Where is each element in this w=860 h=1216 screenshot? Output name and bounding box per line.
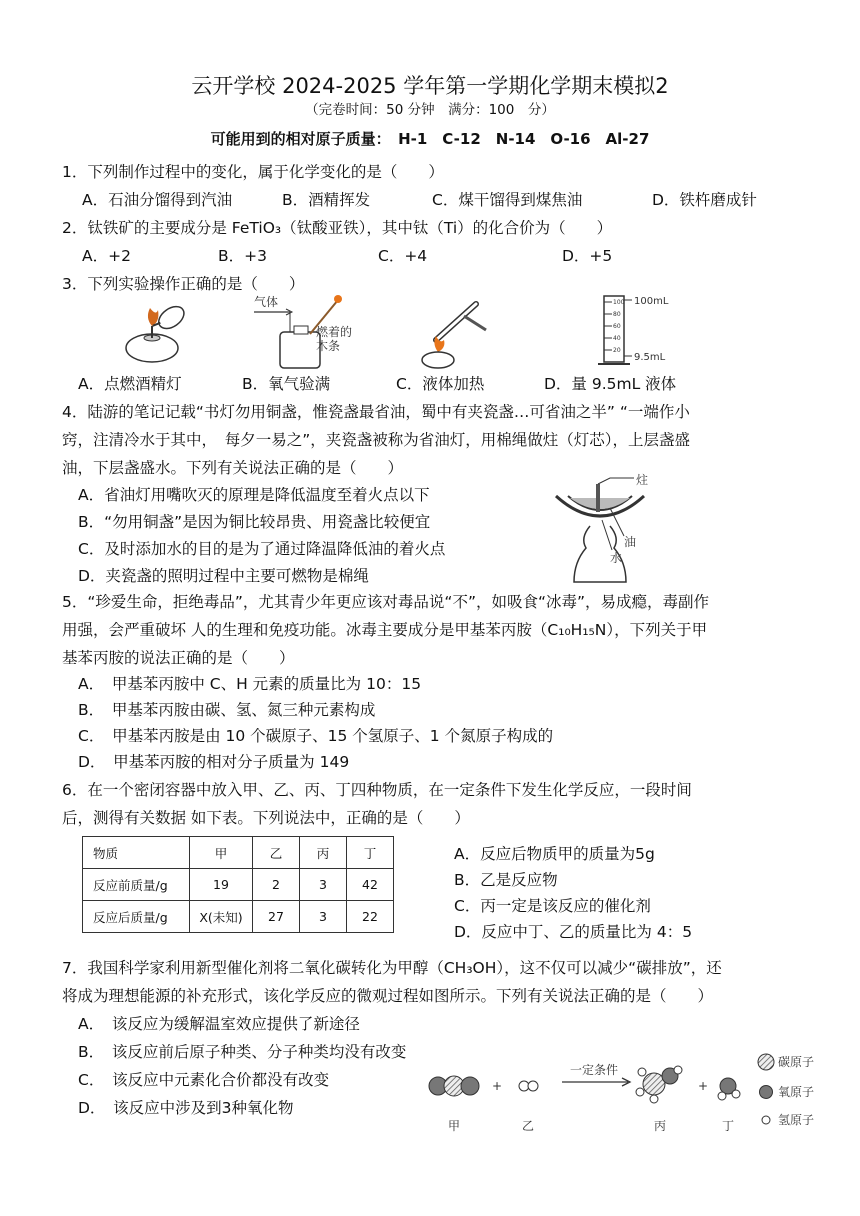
- molecule-ch3oh: [636, 1066, 682, 1103]
- table-row: [83, 869, 394, 901]
- atomic-masses: 可能用到的相对原子质量： H-1 C-12 N-14 O-16 Al-27: [210, 130, 650, 148]
- q4-stem-line3: 油，下层盏盛水。下列有关说法正确的是（ ）: [62, 459, 404, 477]
- legend-carbon: 碳原子: [778, 1055, 815, 1069]
- oxygen-test-figure: [250, 292, 360, 370]
- label-stick: 木条: [316, 339, 341, 353]
- q3-option-b: B．氧气验满: [242, 375, 331, 393]
- q4-option-d: D．夹瓷盏的照明过程中主要可燃物是棉绳: [78, 567, 369, 585]
- q4-option-a: A．省油灯用嘴吹灭的原理是降低温度至着火点以下: [78, 486, 430, 504]
- q5-stem-line2: 用强，会严重破坏 人的生理和免疫功能。冰毒主要成分是甲基苯丙胺（C₁₀H₁₅N），下列关于甲: [62, 621, 708, 639]
- label-yi: 乙: [522, 1119, 535, 1133]
- label-100ml: 100mL: [634, 296, 669, 307]
- table-row: [83, 901, 394, 933]
- plus-sign-2: +: [698, 1079, 709, 1093]
- q5-option-d: D． 甲基苯丙胺的相对分子质量为 149: [78, 753, 350, 771]
- q4-option-c: C．及时添加水的目的是为了通过降温降低油的着火点: [78, 540, 446, 558]
- q5-stem-line3: 基苯丙胺的说法正确的是（ ）: [62, 649, 295, 667]
- q5-option-c: C． 甲基苯丙胺是由 10 个碳原子、15 个氢原子、1 个氮原子构成的: [78, 727, 554, 745]
- q3-option-d: D．量 9.5mL 液体: [544, 375, 677, 393]
- measuring-cylinder-figure: [590, 292, 680, 372]
- label-9-5ml: 9.5mL: [634, 352, 666, 363]
- table-header-cell: 丁: [347, 837, 394, 869]
- reaction-condition: 一定条件: [570, 1063, 619, 1077]
- q1-option-a: A．石油分馏得到汽油: [82, 191, 233, 209]
- label-gas: 气体: [254, 295, 279, 309]
- q7-option-b: B． 该反应前后原子种类、分子种类均没有改变: [78, 1043, 407, 1061]
- q7-stem-line2: 将成为理想能源的补充形式，该化学反应的微观过程如图所示。下列有关说法正确的是（ ）: [62, 987, 714, 1005]
- q1-option-d: D．铁杵磨成针: [652, 191, 757, 209]
- exam-info: （完卷时间：50 分钟 满分：100 分）: [305, 102, 555, 118]
- tick-60: 60: [613, 323, 621, 330]
- table-cell: 反应后质量/g: [83, 901, 190, 933]
- table-header-cell: 乙: [253, 837, 300, 869]
- legend-hydrogen: 氢原子: [778, 1113, 815, 1127]
- table-cell: 2: [253, 869, 300, 901]
- tick-100: 100: [613, 299, 625, 306]
- q3-option-c: C．液体加热: [396, 375, 485, 393]
- q5-option-a: A． 甲基苯丙胺中 C、H 元素的质量比为 10：15: [78, 675, 422, 693]
- liquid-heating-figure: [420, 294, 500, 370]
- tick-20: 20: [613, 347, 621, 354]
- q7-option-d: D． 该反应中涉及到3种氧化物: [78, 1099, 294, 1117]
- label-bing: 丙: [654, 1119, 667, 1133]
- q2-option-a: A．+2: [82, 247, 131, 265]
- table-cell: 反应前质量/g: [83, 869, 190, 901]
- tick-40: 40: [613, 335, 621, 342]
- reaction-diagram: [420, 1050, 840, 1136]
- q4-option-b: B．“勿用铜盏”是因为铜比较昂贵、用瓷盏比较便宜: [78, 513, 431, 531]
- q5-option-b: B． 甲基苯丙胺由碳、氢、氮三种元素构成: [78, 701, 376, 719]
- q6-option-a: A．反应后物质甲的质量为5g: [454, 845, 655, 863]
- q3-stem: 3．下列实验操作正确的是（ ）: [62, 275, 305, 293]
- q4-stem-line2: 窍，注清冷水于其中， 每夕一易之”，夹瓷盏被称为省油灯，用棉绳做炷（灯芯），上层盏盛: [62, 431, 691, 449]
- table-cell: 3: [300, 869, 347, 901]
- q7-option-c: C． 该反应中元素化合价都没有改变: [78, 1071, 330, 1089]
- molecule-co2: [429, 1076, 479, 1096]
- q2-option-d: D．+5: [562, 247, 613, 265]
- table-header-cell: 甲: [190, 837, 253, 869]
- label-burning: 燃着的: [316, 325, 353, 339]
- label-water: 水: [610, 551, 623, 565]
- label-wick: 炷: [636, 473, 649, 487]
- hydrogen-legend-swatch: [762, 1116, 770, 1124]
- alcohol-lamp-figure: [112, 292, 202, 370]
- legend: [758, 1054, 814, 1127]
- table-cell: 42: [347, 869, 394, 901]
- q6-stem-line2: 后，测得有关数据 如下表。下列说法中，正确的是（ ）: [62, 809, 470, 827]
- q2-option-c: C．+4: [378, 247, 428, 265]
- q6-option-d: D．反应中丁、乙的质量比为 4：5: [454, 923, 693, 941]
- page-title: 云开学校 2024-2025 学年第一学期化学期末模拟2: [191, 74, 669, 98]
- table-cell: 19: [190, 869, 253, 901]
- plus-sign-1: +: [492, 1079, 503, 1093]
- q1-option-b: B．酒精挥发: [282, 191, 371, 209]
- molecule-h2: [519, 1081, 538, 1091]
- q7-stem-line1: 7．我国科学家利用新型催化剂将二氧化碳转化为甲醇（CH₃OH），这不仅可以减少“碳排放”，还: [62, 959, 722, 977]
- table-cell: 27: [253, 901, 300, 933]
- q1-option-c: C．煤干馏得到煤焦油: [432, 191, 583, 209]
- table-header-cell: 物质: [83, 837, 190, 869]
- legend-oxygen: 氧原子: [778, 1085, 815, 1099]
- q4-stem-line1: 4．陆游的笔记记载“书灯勿用铜盏，惟瓷盏最省油，蜀中有夹瓷盏…可省油之半” “一端作小: [62, 403, 690, 421]
- label-oil: 油: [624, 535, 637, 549]
- table-cell: 22: [347, 901, 394, 933]
- q2-option-b: B．+3: [218, 247, 267, 265]
- table-header-row: [83, 837, 394, 869]
- q7-option-a: A． 该反应为缓解温室效应提供了新途径: [78, 1015, 360, 1033]
- carbon-legend-swatch: [758, 1054, 774, 1070]
- table-header-cell: 丙: [300, 837, 347, 869]
- q3-option-a: A．点燃酒精灯: [78, 375, 182, 393]
- oil-lamp-figure: [550, 473, 660, 588]
- tick-80: 80: [613, 311, 621, 318]
- oxygen-legend-swatch: [760, 1086, 773, 1099]
- q1-stem: 1．下列制作过程中的变化，属于化学变化的是（ ）: [62, 163, 444, 181]
- table-cell: 3: [300, 901, 347, 933]
- q5-stem-line1: 5．“珍爱生命，拒绝毒品”，尤其青少年更应该对毒品说“不”，如吸食“冰毒”，易成瘾，毒副作: [62, 593, 710, 611]
- q6-option-b: B．乙是反应物: [454, 871, 558, 889]
- label-ding: 丁: [722, 1119, 735, 1133]
- label-jia: 甲: [448, 1119, 461, 1133]
- q2-stem: 2．钛铁矿的主要成分是 FeTiO₃（钛酸亚铁），其中钛（Ti）的化合价为（ ）: [62, 219, 613, 237]
- molecule-h2o: [718, 1078, 740, 1100]
- q6-stem-line1: 6．在一个密闭容器中放入甲、乙、丙、丁四种物质，在一定条件下发生化学反应，一段时间: [62, 781, 692, 799]
- mass-data-table: [82, 836, 394, 933]
- table-cell: X(未知): [190, 901, 253, 933]
- q6-option-c: C．丙一定是该反应的催化剂: [454, 897, 651, 915]
